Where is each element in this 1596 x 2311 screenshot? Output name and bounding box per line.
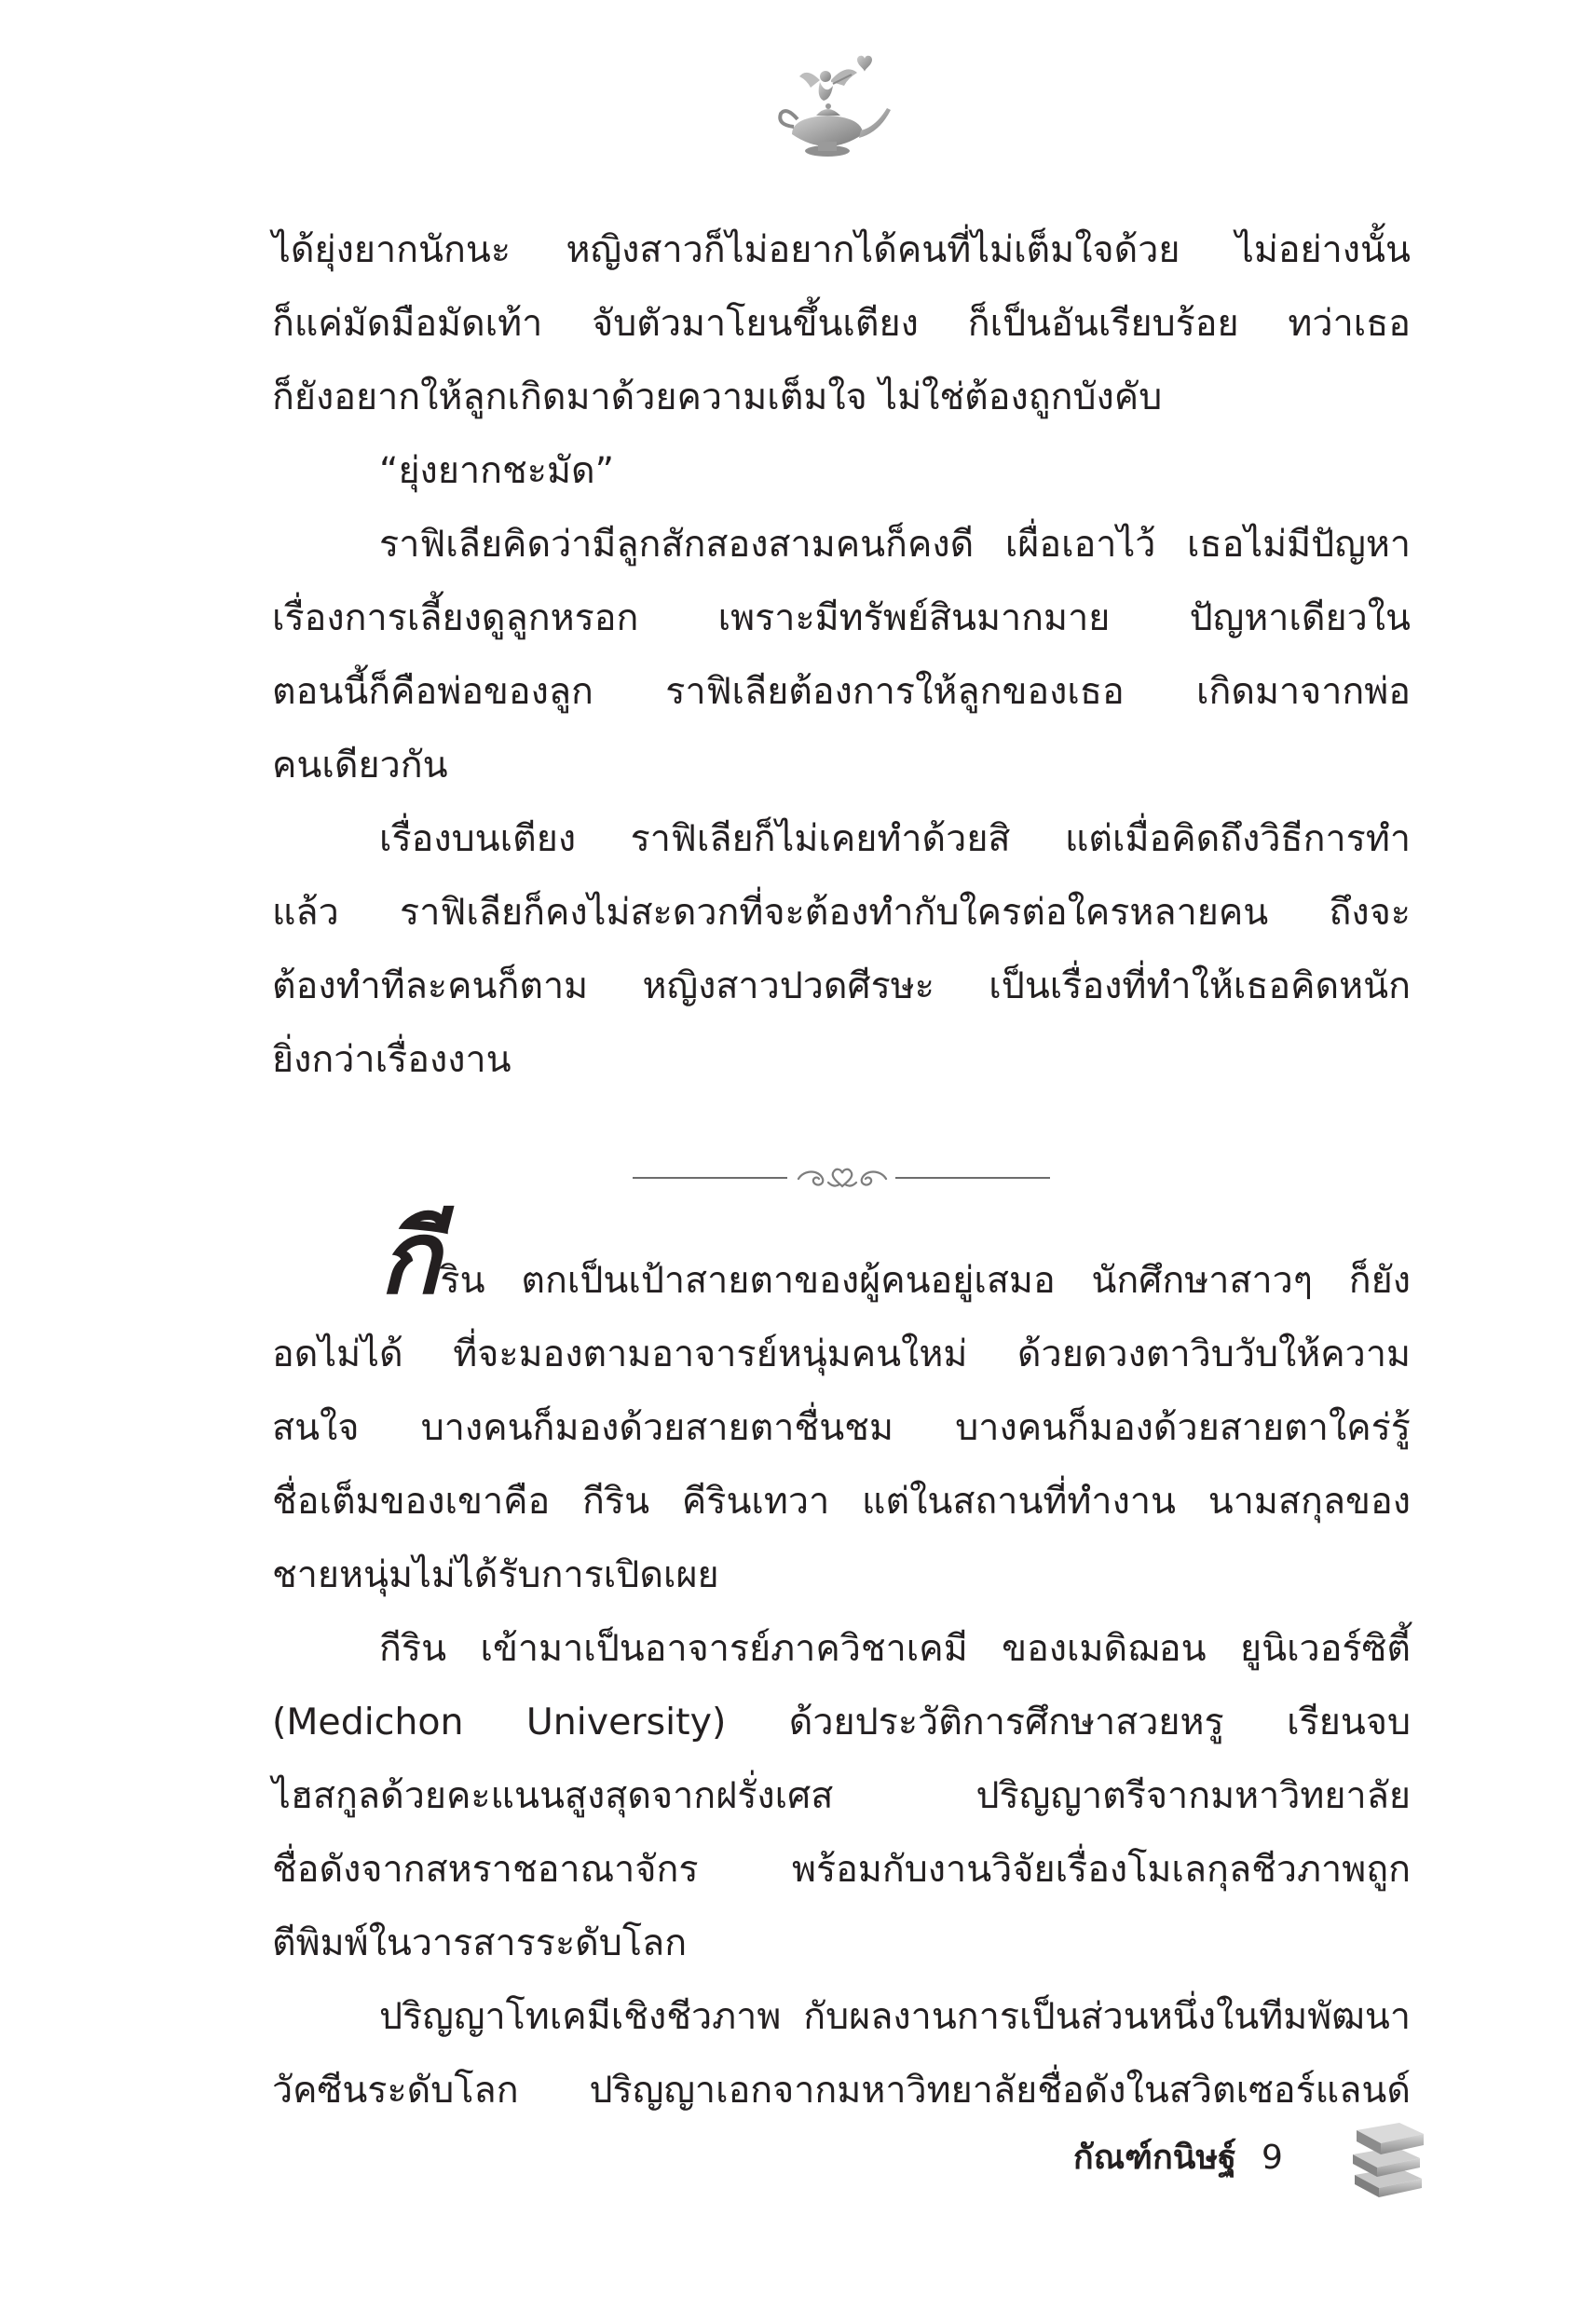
text-line-rest: ริน ตกเป็นเป้าสายตาของผู้คนอยู่เสมอ นักศึกษาสาวๆ ก็ยัง bbox=[440, 1259, 1411, 1302]
text-line: สนใจ บางคนก็มองด้วยสายตาชื่นชม บางคนก็มองด้วยสายตาใคร่รู้ bbox=[272, 1406, 1411, 1449]
text-line: ก็แค่มัดมือมัดเท้า จับตัวมาโยนขึ้นเตียง ก็เป็นอันเรียบร้อย ทว่าเธอ bbox=[272, 302, 1411, 345]
text-line: ชายหนุ่มไม่ได้รับการเปิดเผย bbox=[272, 1553, 719, 1596]
text-line: ตอนนี้ก็คือพ่อของลูก ราฟิเลียต้องการให้ลูกของเธอ เกิดมาจากพ่อ bbox=[272, 670, 1411, 713]
text-line: ตีพิมพ์ในวารสารระดับโลก bbox=[272, 1921, 688, 1964]
text-line: เรื่องการเลี้ยงดูลูกหรอก เพราะมีทรัพย์สินมากมาย ปัญหาเดียวใน bbox=[272, 596, 1411, 639]
text-line: ชื่อดังจากสหราชอาณาจักร พร้อมกับงานวิจัยเรื่องโมเลกุลชีวภาพถูก bbox=[272, 1848, 1411, 1891]
text-line: ก็ยังอยากให้ลูกเกิดมาด้วยความเต็มใจ ไม่ใช่ต้องถูกบังคับ bbox=[272, 376, 1163, 418]
page-number: 9 bbox=[1262, 2139, 1283, 2177]
text-line: ราฟิเลียคิดว่ามีลูกสักสองสามคนก็คงดี เผื่อเอาไว้ เธอไม่มีปัญหา bbox=[379, 523, 1411, 566]
drop-cap: กี bbox=[379, 1200, 439, 1317]
text-line: (Medichon University) ด้วยประวัติการศึกษาสวยหรู เรียนจบ bbox=[272, 1701, 1411, 1744]
text-line: คนเดียวกัน bbox=[272, 744, 448, 786]
text-line: ต้องทำทีละคนก็ตาม หญิงสาวปวดศีรษะ เป็นเรื่องที่ทำให้เธอคิดหนัก bbox=[272, 964, 1411, 1007]
text-line: ได้ยุ่งยากนักนะ หญิงสาวก็ไม่อยากได้คนที่ไม่เต็มใจด้วย ไม่อย่างนั้น bbox=[272, 228, 1411, 271]
divider-rule-left bbox=[633, 1177, 787, 1179]
heart-swirl-divider-icon bbox=[795, 1164, 890, 1192]
divider-rule-right bbox=[895, 1177, 1050, 1179]
running-footer-title: กัณฑ์กนิษฐ์ bbox=[1072, 2139, 1236, 2177]
genie-lamp-cupid-icon bbox=[771, 54, 893, 160]
dialogue-line: “ยุ่งยากชะมัด” bbox=[379, 449, 615, 492]
text-line: กีริน เข้ามาเป็นอาจารย์ภาควิชาเคมี ของเมดิฌอน ยูนิเวอร์ซิตี้ bbox=[379, 1627, 1411, 1670]
text-line: ไฮสกูลด้วยคะแนนสูงสุดจากฝรั่งเศส ปริญญาตรีจากมหาวิทยาลัย bbox=[272, 1774, 1411, 1817]
body-text-section-2 bbox=[272, 1200, 1411, 2127]
text-line: ยิ่งกว่าเรื่องงาน bbox=[272, 1038, 512, 1081]
text-line: วัคซีนระดับโลก ปริญญาเอกจากมหาวิทยาลัยชื่อดังในสวิตเซอร์แลนด์ bbox=[272, 2069, 1411, 2112]
text-line: ปริญญาโทเคมีเชิงชีวภาพ กับผลงานการเป็นส่วนหนึ่งในทีมพัฒนา bbox=[379, 1995, 1411, 2038]
body-text-section-1 bbox=[272, 213, 1411, 1097]
text-line: ชื่อเต็มของเขาคือ กีริน คีรินเทวา แต่ในสถานที่ทำงาน นามสกุลของ bbox=[272, 1480, 1411, 1523]
text-line-drop-cap bbox=[272, 1200, 1411, 1318]
text-line: เรื่องบนเตียง ราฟิเลียก็ไม่เคยทำด้วยสิ แต่เมื่อคิดถึงวิธีการทำ bbox=[379, 817, 1411, 860]
stacked-books-icon bbox=[1349, 2117, 1425, 2199]
text-line: แล้ว ราฟิเลียก็คงไม่สะดวกที่จะต้องทำกับใครต่อใครหลายคน ถึงจะ bbox=[272, 891, 1411, 934]
text-line: อดไม่ได้ ที่จะมองตามอาจารย์หนุ่มคนใหม่ ด้วยดวงตาวิบวับให้ความ bbox=[272, 1333, 1411, 1375]
